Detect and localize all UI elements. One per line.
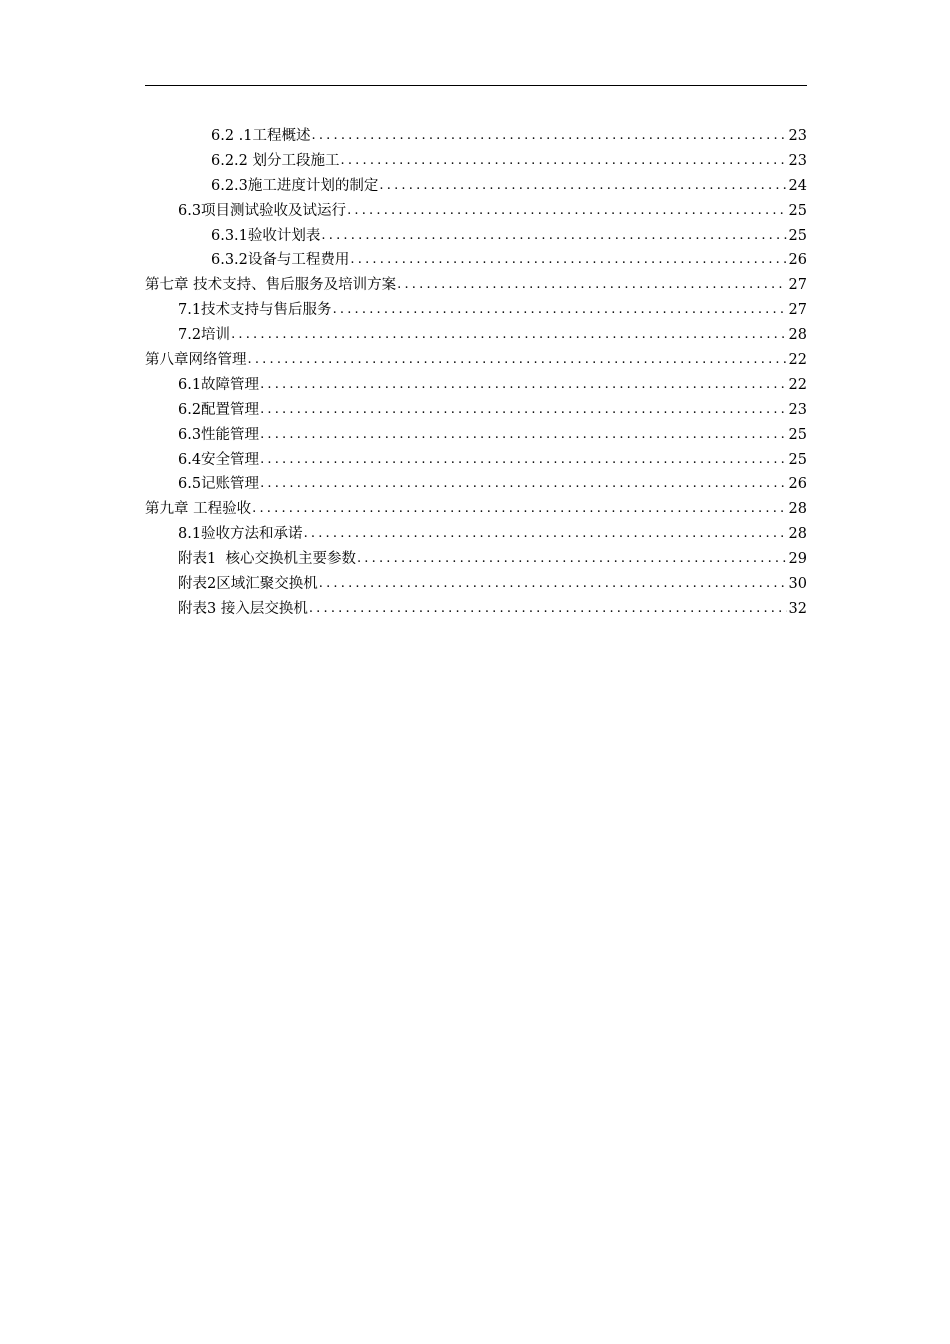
toc-dot-leader xyxy=(357,547,787,572)
toc-dot-leader xyxy=(350,248,786,273)
toc-entry-title: 6.3性能管理 xyxy=(178,426,260,443)
toc-entry[interactable] xyxy=(145,199,807,224)
toc-page-number: 28 xyxy=(788,327,807,344)
toc-entry-title: 6.3.2设备与工程费用 xyxy=(211,252,350,269)
toc-page-number: 27 xyxy=(788,277,807,294)
toc-page-number: 22 xyxy=(788,352,807,368)
toc-entry-title: 6.2.3施工进度计划的制定 xyxy=(211,177,379,194)
toc-page-number: 25 xyxy=(788,202,807,219)
toc-entry-title: 附表2区域汇聚交换机 xyxy=(178,576,318,593)
toc-entry[interactable] xyxy=(145,373,807,398)
toc-dot-leader xyxy=(260,423,786,448)
toc-dot-leader xyxy=(379,174,786,199)
toc-entry[interactable] xyxy=(145,149,807,174)
toc-entry-title: 6.2配置管理 xyxy=(178,401,260,418)
toc-page-number: 23 xyxy=(788,152,807,169)
toc-page-number: 24 xyxy=(788,177,807,194)
toc-entry-title: 6.2.2 划分工段施工 xyxy=(211,152,340,169)
toc-entry-title: 7.2培训 xyxy=(178,327,231,344)
toc-dot-leader xyxy=(397,273,786,298)
toc-dot-leader xyxy=(260,448,786,473)
toc-entry[interactable] xyxy=(145,224,807,249)
toc-dot-leader xyxy=(231,323,786,348)
toc-page-number: 25 xyxy=(788,227,807,244)
toc-entry[interactable] xyxy=(145,323,807,348)
toc-page-number: 29 xyxy=(788,551,807,568)
toc-page-number: 23 xyxy=(788,127,807,144)
toc-entry[interactable] xyxy=(145,248,807,273)
toc-page-number: 32 xyxy=(788,600,807,617)
toc-entry[interactable] xyxy=(145,572,807,597)
toc-dot-leader xyxy=(309,597,787,622)
header-rule xyxy=(145,85,807,86)
toc-entry-title: 第九章 工程验收 xyxy=(145,501,252,518)
toc-page-number: 27 xyxy=(788,302,807,319)
toc-entry[interactable] xyxy=(145,547,807,572)
toc-entry[interactable] xyxy=(145,448,807,473)
toc-dot-leader xyxy=(260,472,786,497)
toc-entry-title: 6.5记账管理 xyxy=(178,476,260,493)
toc-page-number: 25 xyxy=(788,451,807,468)
toc-entry[interactable] xyxy=(145,124,807,149)
toc-entry[interactable] xyxy=(145,273,807,298)
toc-entry-title: 6.2 .1工程概述 xyxy=(211,127,311,144)
toc-page-number: 28 xyxy=(788,501,807,518)
toc-entry-title: 附表3 接入层交换机 xyxy=(178,600,308,617)
toc-page-number: 26 xyxy=(788,476,807,493)
toc-entry-title: 第七章 技术支持、售后服务及培训方案 xyxy=(145,277,397,294)
toc-dot-leader xyxy=(260,373,786,398)
toc-page-number: 23 xyxy=(788,401,807,418)
toc-entry-title: 7.1技术支持与售后服务 xyxy=(178,302,332,319)
toc-entry[interactable] xyxy=(145,423,807,448)
toc-entry[interactable] xyxy=(145,298,807,323)
toc-entry[interactable] xyxy=(145,398,807,423)
toc-dot-leader xyxy=(319,572,787,597)
toc-entry[interactable] xyxy=(145,472,807,497)
toc-dot-leader xyxy=(312,124,787,149)
toc-dot-leader xyxy=(333,298,787,323)
toc-entry[interactable] xyxy=(145,174,807,199)
toc-entry-title: 6.4安全管理 xyxy=(178,451,260,468)
toc-dot-leader xyxy=(347,199,786,224)
toc-entry[interactable] xyxy=(145,348,807,373)
toc-dot-leader xyxy=(304,522,787,547)
toc-entry-title: 6.1故障管理 xyxy=(178,376,260,393)
toc-dot-leader xyxy=(321,224,786,249)
toc-page-number: 26 xyxy=(788,252,807,269)
toc-page-number: 22 xyxy=(788,376,807,393)
toc-page-number: 30 xyxy=(788,576,807,593)
toc-page-number: 28 xyxy=(788,526,807,543)
toc-entry[interactable] xyxy=(145,522,807,547)
toc-entry[interactable] xyxy=(145,597,807,622)
toc-entry[interactable] xyxy=(145,497,807,522)
toc-entry-title: 6.3项目测试验收及试运行 xyxy=(178,202,347,219)
toc-dot-leader xyxy=(260,398,786,423)
toc-entry-title: 附表1 核心交换机主要参数 xyxy=(178,551,356,568)
toc-entry-title: 8.1验收方法和承诺 xyxy=(178,526,303,543)
toc-dot-leader xyxy=(341,149,787,174)
toc-dot-leader xyxy=(252,497,786,522)
toc-entry-title: 6.3.1验收计划表 xyxy=(211,227,321,244)
table-of-contents xyxy=(145,124,807,622)
toc-entry-title: 第八章网络管理 xyxy=(145,352,247,368)
toc-page-number: 25 xyxy=(788,426,807,443)
toc-dot-leader xyxy=(248,348,787,373)
